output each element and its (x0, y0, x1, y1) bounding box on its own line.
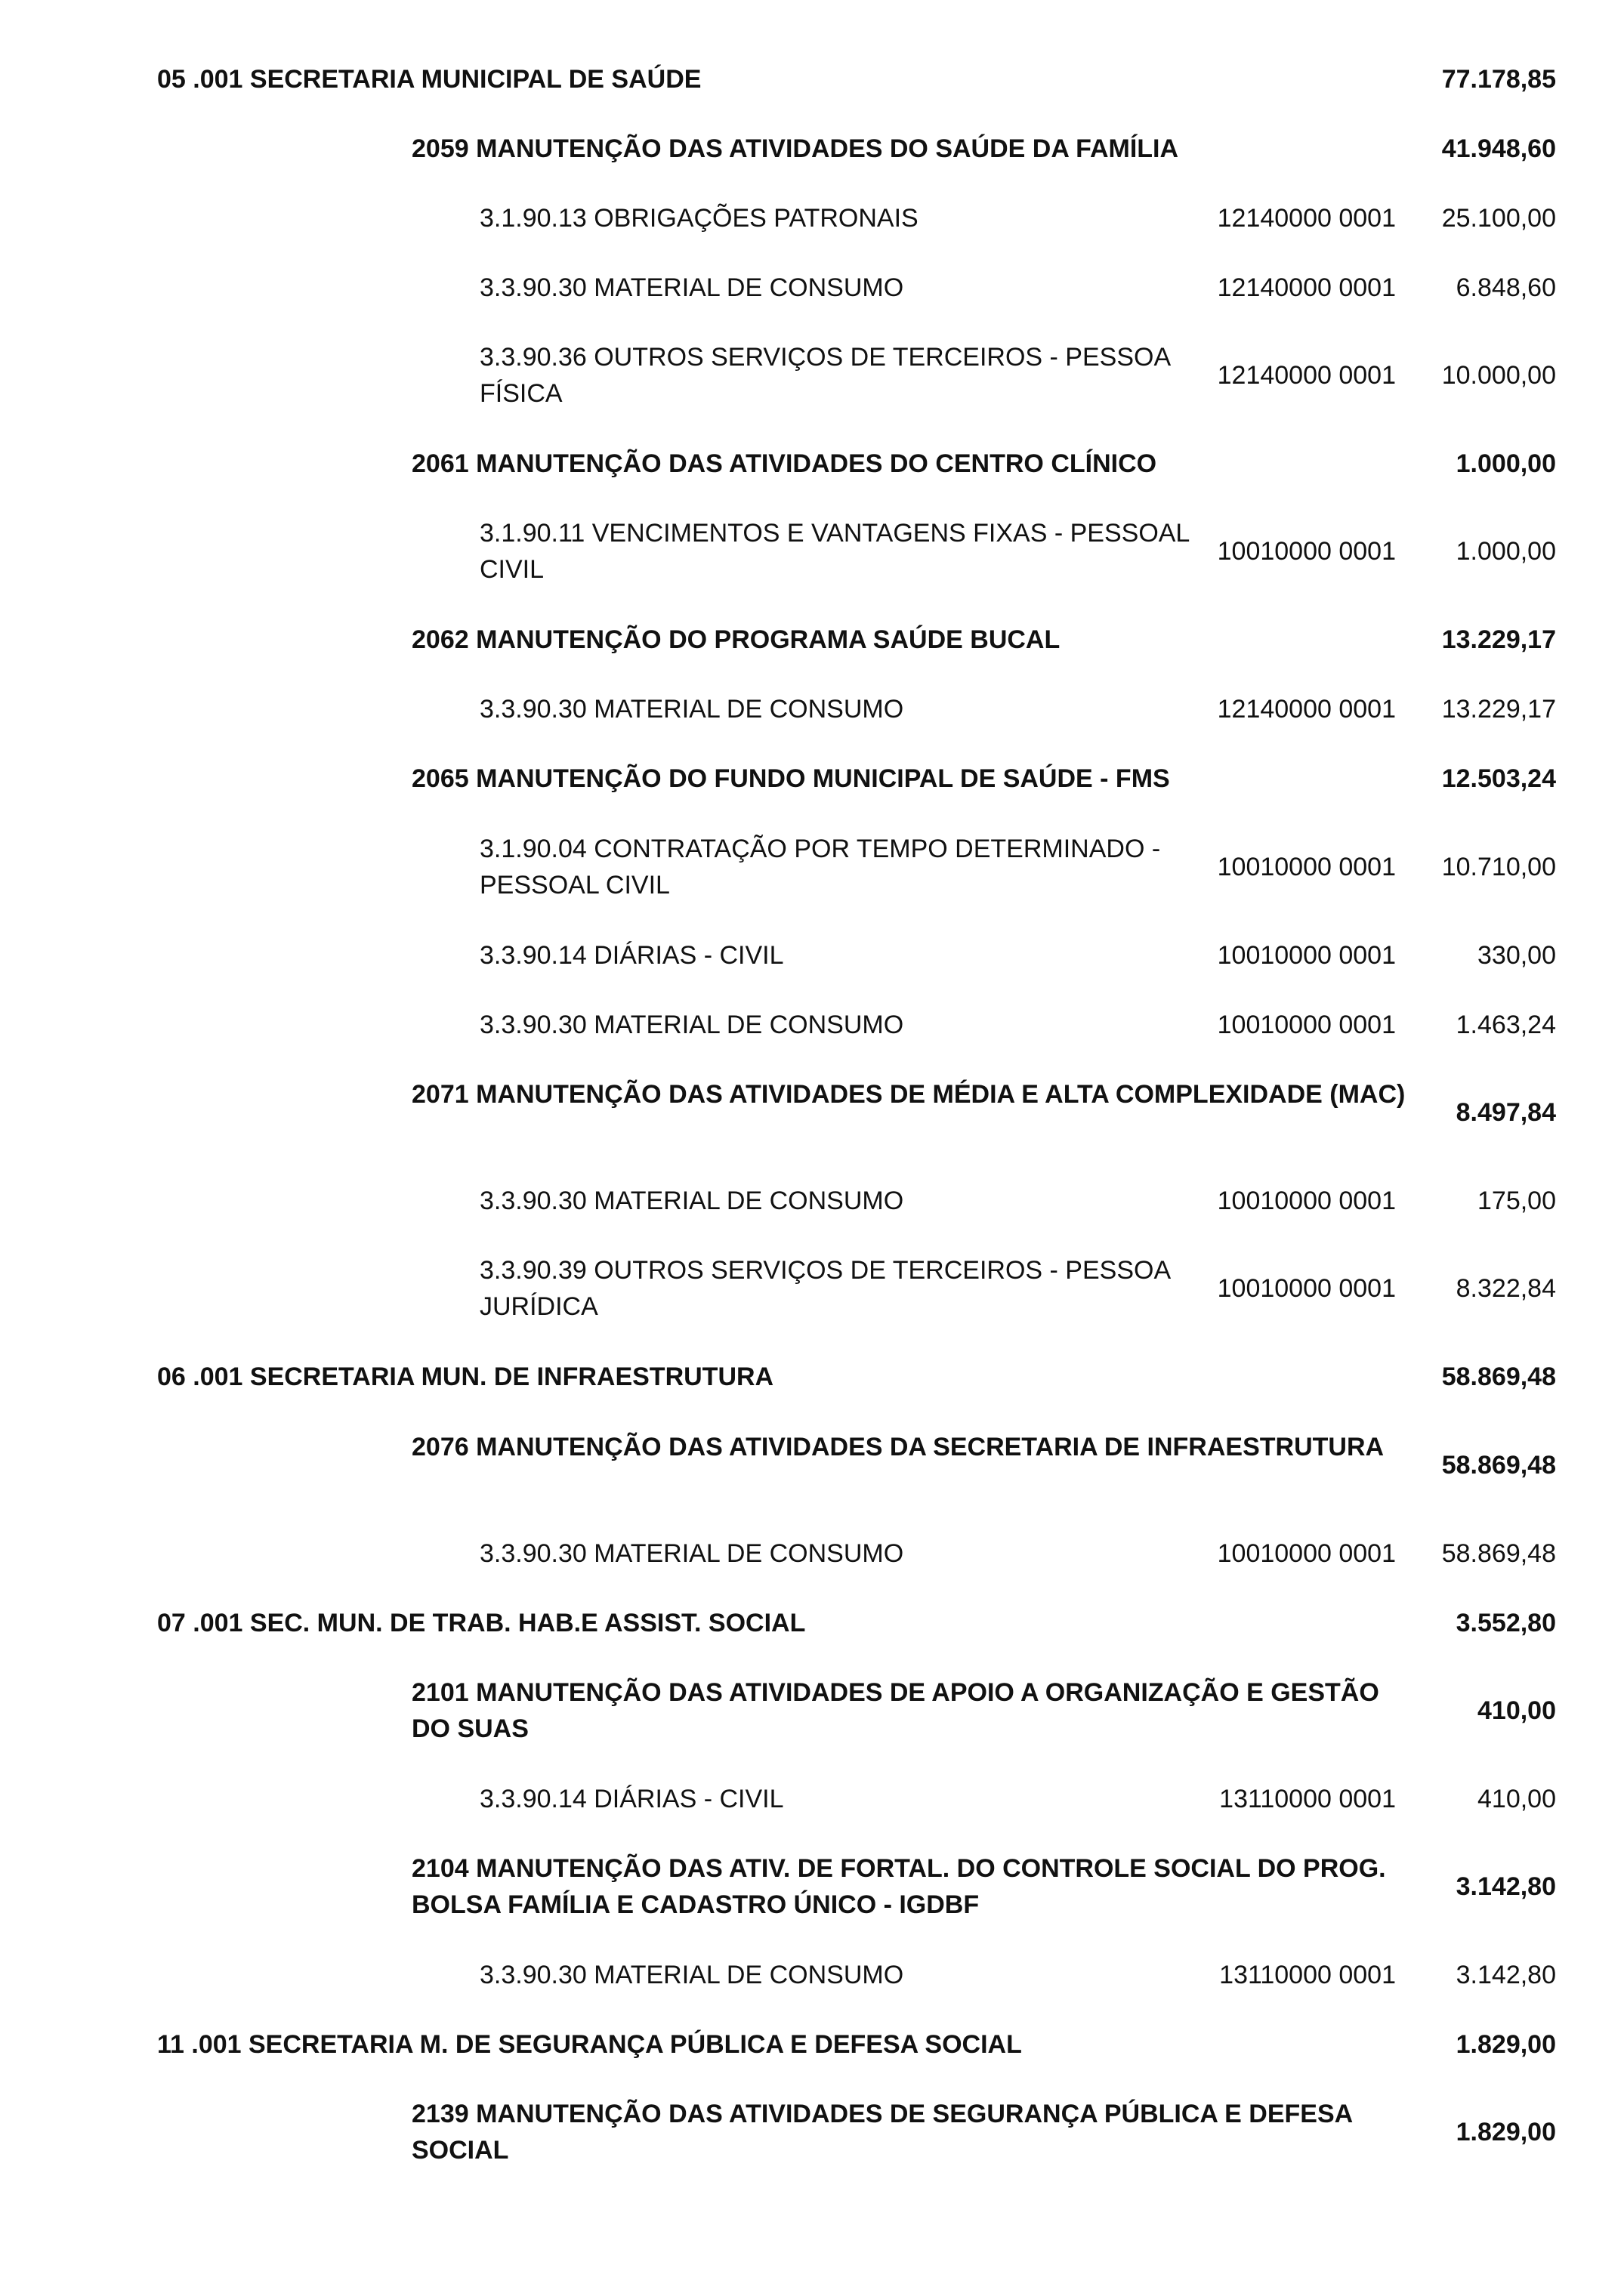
expense-row (0, 1781, 1624, 1817)
row-description: 3.3.90.30 MATERIAL DE CONSUMO (480, 1961, 904, 1989)
row-description: 2101 MANUTENÇÃO DAS ATIVIDADES DE APOIO A ORGANIZAÇÃO E GESTÃO DO SUAS (412, 1678, 1379, 1743)
expense-row (0, 1957, 1624, 1993)
row-description: 3.3.90.39 OUTROS SERVIÇOS DE TERCEIROS - PESSOA JURÍDICA (480, 1256, 1170, 1321)
row-description: 3.1.90.13 OBRIGAÇÕES PATRONAIS (480, 204, 919, 233)
action-row (0, 1674, 1624, 1747)
amount-value: 58.869,48 (1441, 1451, 1556, 1480)
amount-value: 410,00 (1477, 1696, 1556, 1725)
amount-value: 3.142,80 (1456, 1961, 1556, 1989)
amount-value: 1.829,00 (1456, 2030, 1556, 2059)
action-row (0, 761, 1624, 797)
resource-source-code: 10010000 0001 (1217, 941, 1396, 970)
amount-value: 1.000,00 (1456, 449, 1556, 478)
expense-row (0, 1183, 1624, 1219)
amount-value: 58.869,48 (1441, 1362, 1556, 1391)
action-row (0, 131, 1624, 167)
amount-value: 41.948,60 (1441, 134, 1556, 163)
row-description: 2104 MANUTENÇÃO DAS ATIV. DE FORTAL. DO CONTROLE SOCIAL DO PROG. BOLSA FAMÍLIA E CADASTRO ÚNICO - IGDBF (412, 1854, 1386, 1919)
expense-row (0, 831, 1624, 903)
amount-value: 3.142,80 (1456, 1872, 1556, 1901)
row-description: 11 .001 SECRETARIA M. DE SEGURANÇA PÚBLICA E DEFESA SOCIAL (157, 2030, 1022, 2059)
amount-value: 6.848,60 (1456, 273, 1556, 302)
row-description: 07 .001 SEC. MUN. DE TRAB. HAB.E ASSIST. SOCIAL (157, 1609, 806, 1637)
row-description: 3.3.90.30 MATERIAL DE CONSUMO (480, 1011, 904, 1039)
expense-row (0, 1252, 1624, 1325)
action-row (0, 1850, 1624, 1923)
row-description: 2059 MANUTENÇÃO DAS ATIVIDADES DO SAÚDE DA FAMÍLIA (412, 134, 1179, 163)
amount-value: 8.322,84 (1456, 1274, 1556, 1303)
amount-value: 10.710,00 (1441, 853, 1556, 881)
action-row (0, 2096, 1624, 2168)
amount-value: 25.100,00 (1441, 204, 1556, 233)
resource-source-code: 10010000 0001 (1217, 537, 1396, 566)
row-description: 2139 MANUTENÇÃO DAS ATIVIDADES DE SEGURANÇA PÚBLICA E DEFESA SOCIAL (412, 2100, 1352, 2165)
secretariat-row (0, 61, 1624, 97)
resource-source-code: 12140000 0001 (1217, 695, 1396, 724)
expense-row (0, 1007, 1624, 1043)
row-description: 3.1.90.11 VENCIMENTOS E VANTAGENS FIXAS - PESSOAL CIVIL (480, 519, 1190, 584)
row-description: 3.3.90.14 DIÁRIAS - CIVIL (480, 1785, 784, 1813)
expense-row (0, 339, 1624, 412)
amount-value: 12.503,24 (1441, 764, 1556, 793)
row-description: 2062 MANUTENÇÃO DO PROGRAMA SAÚDE BUCAL (412, 625, 1061, 654)
amount-value: 13.229,17 (1441, 625, 1556, 654)
resource-source-code: 10010000 0001 (1217, 853, 1396, 881)
row-description: 3.3.90.30 MATERIAL DE CONSUMO (480, 273, 904, 302)
amount-value: 13.229,17 (1441, 695, 1556, 724)
row-description: 2065 MANUTENÇÃO DO FUNDO MUNICIPAL DE SAÚDE - FMS (412, 764, 1170, 793)
amount-value: 77.178,85 (1441, 65, 1556, 94)
expense-row (0, 691, 1624, 727)
expense-row (0, 1535, 1624, 1572)
resource-source-code: 12140000 0001 (1217, 361, 1396, 390)
resource-source-code: 10010000 0001 (1217, 1539, 1396, 1568)
amount-value: 3.552,80 (1456, 1609, 1556, 1637)
amount-value: 8.497,84 (1456, 1098, 1556, 1127)
row-description: 3.3.90.30 MATERIAL DE CONSUMO (480, 695, 904, 724)
resource-source-code: 12140000 0001 (1217, 204, 1396, 233)
action-row (0, 622, 1624, 658)
row-description: 3.1.90.04 CONTRATAÇÃO POR TEMPO DETERMINADO - PESSOAL CIVIL (480, 835, 1161, 900)
resource-source-code: 13110000 0001 (1219, 1961, 1396, 1989)
action-row (0, 1076, 1624, 1149)
action-row (0, 446, 1624, 482)
resource-source-code: 10010000 0001 (1217, 1274, 1396, 1303)
amount-value: 10.000,00 (1441, 361, 1556, 390)
resource-source-code: 10010000 0001 (1217, 1187, 1396, 1215)
row-description: 05 .001 SECRETARIA MUNICIPAL DE SAÚDE (157, 65, 702, 94)
expense-row (0, 515, 1624, 588)
secretariat-row (0, 1359, 1624, 1395)
row-description: 2061 MANUTENÇÃO DAS ATIVIDADES DO CENTRO CLÍNICO (412, 449, 1157, 478)
amount-value: 175,00 (1477, 1187, 1556, 1215)
row-description: 3.3.90.14 DIÁRIAS - CIVIL (480, 941, 784, 970)
secretariat-row (0, 1605, 1624, 1641)
amount-value: 330,00 (1477, 941, 1556, 970)
row-description: 3.3.90.30 MATERIAL DE CONSUMO (480, 1539, 904, 1568)
resource-source-code: 10010000 0001 (1217, 1011, 1396, 1039)
row-description: 06 .001 SECRETARIA MUN. DE INFRAESTRUTURA (157, 1362, 774, 1391)
row-description: 3.3.90.30 MATERIAL DE CONSUMO (480, 1187, 904, 1215)
amount-value: 410,00 (1477, 1785, 1556, 1813)
amount-value: 1.829,00 (1456, 2118, 1556, 2146)
row-description: 2076 MANUTENÇÃO DAS ATIVIDADES DA SECRETARIA DE INFRAESTRUTURA (412, 1433, 1385, 1461)
row-description: 2071 MANUTENÇÃO DAS ATIVIDADES DE MÉDIA E ALTA COMPLEXIDADE (MAC) (412, 1080, 1406, 1109)
expense-row (0, 937, 1624, 974)
expense-row (0, 200, 1624, 236)
amount-value: 1.000,00 (1456, 537, 1556, 566)
row-description: 3.3.90.36 OUTROS SERVIÇOS DE TERCEIROS - PESSOA FÍSICA (480, 343, 1170, 408)
amount-value: 1.463,24 (1456, 1011, 1556, 1039)
amount-value: 58.869,48 (1441, 1539, 1556, 1568)
expense-row (0, 270, 1624, 306)
resource-source-code: 13110000 0001 (1219, 1785, 1396, 1813)
resource-source-code: 12140000 0001 (1217, 273, 1396, 302)
action-row (0, 1429, 1624, 1501)
secretariat-row (0, 2026, 1624, 2063)
